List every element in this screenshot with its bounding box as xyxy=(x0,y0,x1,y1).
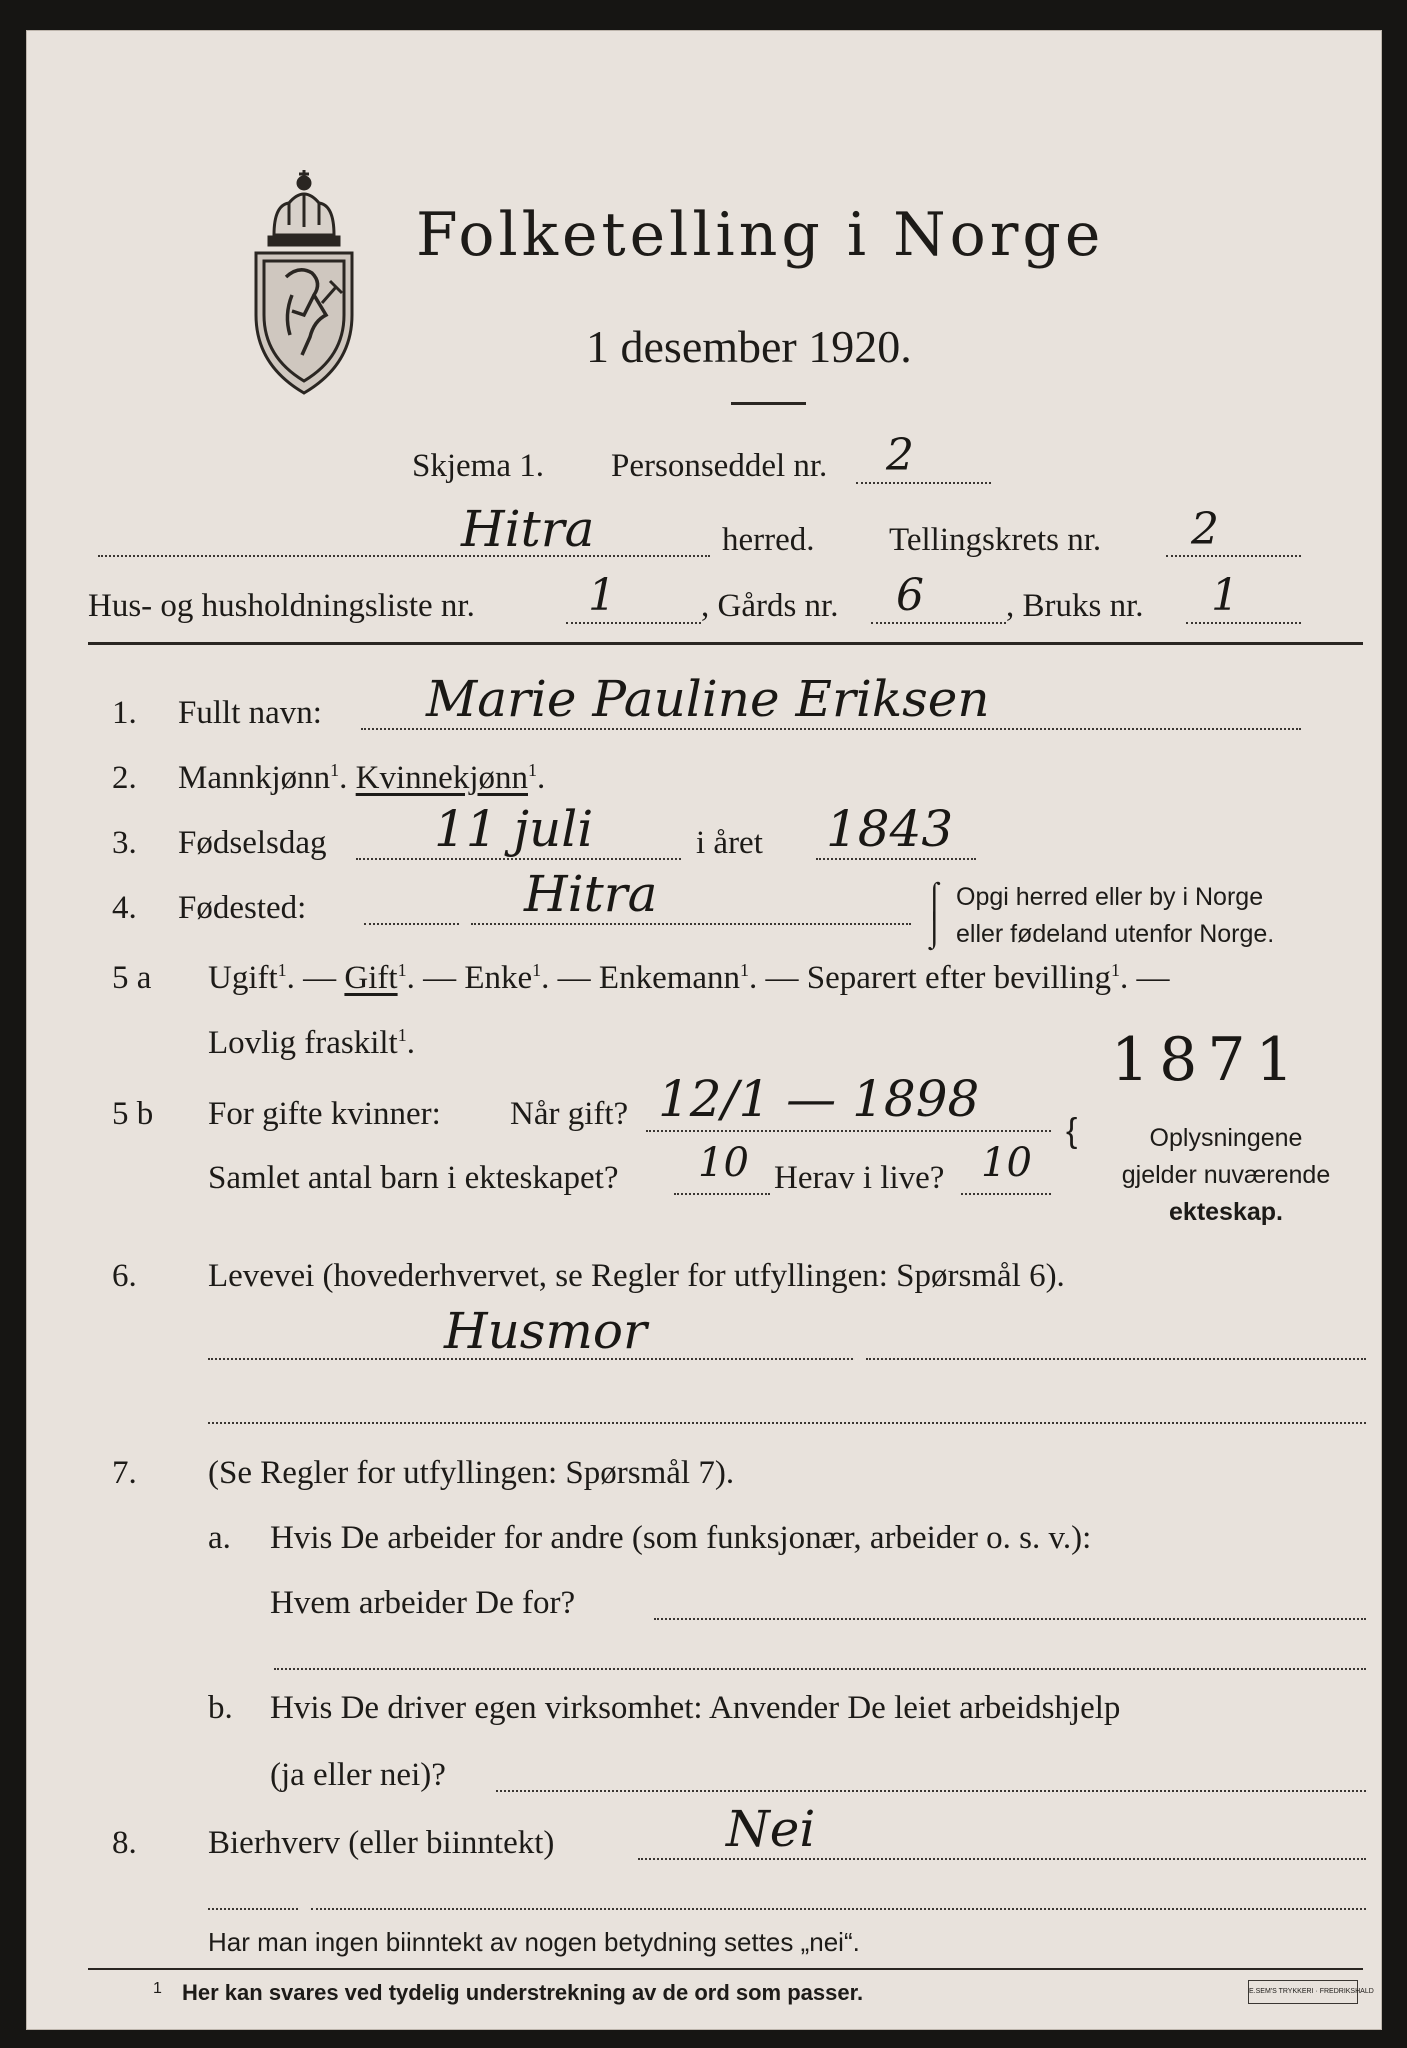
q4-note-brace: ⌠ xyxy=(924,880,945,918)
norway-coat-of-arms-icon xyxy=(244,165,364,400)
q8-field-line-2a xyxy=(208,1908,298,1910)
gards-field-line xyxy=(871,622,1006,624)
birth-day-value[interactable]: 11 juli xyxy=(434,800,594,858)
q7a-field-line-1[interactable] xyxy=(654,1618,1366,1620)
q2-sex-options: Mannkjønn$^1$. Kvinnekjønn$^1$. xyxy=(178,760,546,796)
q7-number: 7. xyxy=(112,1455,137,1491)
q6-field-line-1a xyxy=(208,1358,853,1360)
option-lovlig-fraskilt[interactable]: Lovlig fraskilt xyxy=(208,1025,398,1061)
footer-rule xyxy=(88,1968,1363,1970)
q7b-letter: b. xyxy=(208,1690,233,1726)
hus-field-line xyxy=(566,622,701,624)
option-ugift[interactable]: Ugift xyxy=(208,960,278,996)
gards-label: , Gårds nr. xyxy=(701,588,839,624)
q7b-line1: Hvis De driver egen virksomhet: Anvender De leiet arbeidshjelp xyxy=(270,1690,1121,1726)
q4-label: Fødested: xyxy=(178,890,307,926)
q3-year-label: i året xyxy=(696,825,763,861)
tellingskrets-value[interactable]: 2 xyxy=(1191,504,1219,555)
q1-field-line xyxy=(361,728,1301,730)
q4-field-line-b xyxy=(471,923,911,925)
q6-number: 6. xyxy=(112,1258,137,1294)
hus-label: Hus- og husholdningsliste nr. xyxy=(88,588,475,624)
bruks-value[interactable]: 1 xyxy=(1211,570,1239,621)
full-name-value[interactable]: Marie Pauline Eriksen xyxy=(426,670,990,728)
q5b-note-line3: ekteskap. xyxy=(1169,1198,1283,1226)
margin-annotation-1871: 1871 xyxy=(1111,1025,1304,1095)
bruks-label: , Bruks nr. xyxy=(1006,588,1144,624)
option-enke[interactable]: Enke xyxy=(464,960,533,996)
q8-field-line xyxy=(638,1858,1366,1860)
q7a-line1: Hvis De arbeider for andre (som funksjonær, arbeider o. s. v.): xyxy=(270,1520,1092,1556)
q5b-live-label: Herav i live? xyxy=(774,1160,945,1196)
herred-label: herred. xyxy=(722,522,815,558)
q5b-note-line2: gjelder nuværende xyxy=(1121,1161,1331,1189)
q5b-naar-field-line xyxy=(646,1130,1051,1132)
q7b-field-line[interactable] xyxy=(496,1790,1366,1792)
q4-note-line1: Opgi herred eller by i Norge xyxy=(956,883,1264,911)
q3-year-field-line xyxy=(816,858,976,860)
q5a-lovlig-line: Lovlig fraskilt$^1$. xyxy=(208,1025,415,1061)
q2-number: 2. xyxy=(112,760,137,796)
q7b-line2: (ja eller nei)? xyxy=(270,1757,446,1793)
q5a-number: 5 a xyxy=(112,960,152,996)
birth-year-value[interactable]: 1843 xyxy=(826,800,954,858)
gards-value[interactable]: 6 xyxy=(896,570,924,621)
footer-note: Har man ingen biinntekt av nogen betydning settes „nei“. xyxy=(208,1927,860,1957)
footnote-mark: 1 xyxy=(153,1980,162,1997)
q8-label: Bierhverv (eller biinntekt) xyxy=(208,1825,555,1861)
q5a-marital-options: Ugift$^1$. — Gift$^1$. — Enke$^1$. — Enkemann$^1$. — Separert efter bevilling$^1$. — xyxy=(208,960,1170,996)
option-separert[interactable]: Separert efter bevilling xyxy=(806,960,1111,996)
q5b-note-brace: { xyxy=(1066,1112,1078,1150)
livelihood-value[interactable]: Husmor xyxy=(444,1302,647,1360)
birthplace-value[interactable]: Hitra xyxy=(524,865,658,923)
q7a-letter: a. xyxy=(208,1520,231,1556)
q6-field-line-2 xyxy=(208,1422,1366,1424)
personseddel-label: Personseddel nr. xyxy=(611,448,828,484)
q5b-barn-field-line xyxy=(674,1193,770,1195)
children-total-value[interactable]: 10 xyxy=(698,1140,749,1186)
q1-label: Fullt navn: xyxy=(178,695,322,731)
q4-note-brace-lower: ⌡ xyxy=(924,910,945,948)
q8-number: 8. xyxy=(112,1825,137,1861)
q5b-label: For gifte kvinner: xyxy=(208,1096,441,1132)
bruks-field-line xyxy=(1186,622,1301,624)
personseddel-field-line xyxy=(856,482,991,484)
tellingskrets-field-line xyxy=(1166,555,1301,557)
q6-label: Levevei (hovederhvervet, se Regler for utfyllingen: Spørsmål 6). xyxy=(208,1258,1065,1294)
q7-label: (Se Regler for utfyllingen: Spørsmål 7). xyxy=(208,1455,735,1491)
skjema-label: Skjema 1. xyxy=(412,448,544,484)
q5b-live-field-line xyxy=(961,1193,1051,1195)
q3-number: 3. xyxy=(112,825,137,861)
printer-stamp: E.SEM'S TRYKKERI · FREDRIKSHALD xyxy=(1248,1980,1358,2004)
q4-note-line2: eller fødeland utenfor Norge. xyxy=(956,920,1275,948)
hus-value[interactable]: 1 xyxy=(588,570,616,621)
option-kvinnekjonn-underlined[interactable]: Kvinnekjønn xyxy=(355,760,528,796)
q1-number: 1. xyxy=(112,695,137,731)
q6-field-line-1b xyxy=(866,1358,1366,1360)
q4-field-line-a xyxy=(364,923,459,925)
census-date: 1 desember 1920. xyxy=(586,321,912,372)
q5b-naar-label: Når gift? xyxy=(510,1096,629,1132)
title-divider xyxy=(731,402,806,405)
herred-field-line xyxy=(98,555,710,557)
q4-number: 4. xyxy=(112,890,137,926)
header-rule xyxy=(88,642,1363,645)
q3-day-field-line xyxy=(356,858,681,860)
census-form-page xyxy=(26,30,1382,2030)
q5b-note-line1: Oplysningene xyxy=(1149,1124,1303,1152)
q3-label: Fødselsdag xyxy=(178,825,327,861)
q7a-line2: Hvem arbeider De for? xyxy=(270,1585,576,1621)
q7a-field-line-2[interactable] xyxy=(274,1668,1366,1670)
tellingskrets-label: Tellingskrets nr. xyxy=(889,522,1102,558)
children-alive-value[interactable]: 10 xyxy=(981,1140,1032,1186)
q8-field-line-2b xyxy=(311,1908,1366,1910)
herred-value[interactable]: Hitra xyxy=(461,500,595,558)
footnote-text: Her kan svares ved tydelig understrekning av de ord som passer. xyxy=(182,1980,864,2005)
option-enkemann[interactable]: Enkemann xyxy=(598,960,741,996)
personseddel-value[interactable]: 2 xyxy=(886,430,914,481)
q5b-number: 5 b xyxy=(112,1096,154,1132)
side-income-value[interactable]: Nei xyxy=(726,1800,816,1858)
q5b-note xyxy=(1096,1120,1356,1231)
option-mannkjonn[interactable]: Mannkjønn xyxy=(178,760,331,796)
q5b-barn-label: Samlet antal barn i ekteskapet? xyxy=(208,1160,619,1196)
marriage-date-value[interactable]: 12/1 — 1898 xyxy=(658,1070,980,1128)
form-title: Folketelling i Norge xyxy=(416,200,1105,270)
option-gift-underlined[interactable]: Gift xyxy=(344,960,398,996)
